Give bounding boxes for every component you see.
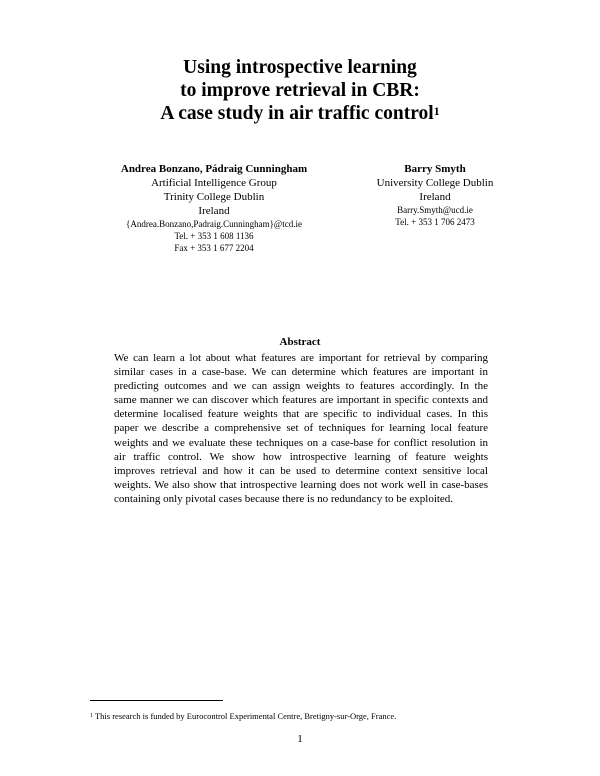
footnote-text: This research is funded by Eurocontrol Experimental Centre, Bretigny-sur-Orge, France. — [94, 711, 397, 721]
author-2-affiliation-line-2: Ireland — [419, 191, 451, 203]
author-1-name: Andrea Bonzano, Pádraig Cunningham — [120, 163, 308, 175]
abstract-line-3: predicting outcomes and we can assign weights to features accordingly. In the — [114, 380, 488, 393]
abstract-line-5: determine localised feature weights that are specific to individual cases. In this — [114, 408, 488, 421]
author-1-affiliation-line-3: Ireland — [198, 205, 230, 217]
title-line-1: Using introspective learning — [183, 57, 417, 78]
author-2-tel: Tel. + 353 1 706 2473 — [395, 217, 475, 227]
title-line-2: to improve retrieval in CBR: — [180, 80, 420, 101]
footnote-divider — [90, 700, 223, 701]
author-2-name: Barry Smyth — [404, 163, 466, 175]
footnote-mark: 1 — [90, 713, 93, 719]
abstract-line-6: paper we describe a comprehensive set of techniques for learning local feature — [114, 422, 488, 435]
author-1-email: {Andrea.Bonzano,Padraig.Cunningham}@tcd.ie — [126, 219, 302, 229]
abstract-heading: Abstract — [279, 336, 321, 348]
abstract-line-7: weights and we evaluate these techniques on a case-base for conflict resolution in — [114, 436, 488, 449]
abstract-line-9: improves retrieval and how it can be used to determine context sensitive local — [114, 464, 488, 477]
paper-title — [0, 56, 600, 125]
author-1-tel: Tel. + 353 1 608 1136 — [174, 231, 254, 241]
author-1-fax: Fax + 353 1 677 2204 — [174, 243, 254, 253]
author-block-1 — [90, 162, 338, 254]
author-1-affiliation-line-2: Trinity College Dublin — [163, 191, 265, 203]
page-number: 1 — [297, 733, 303, 745]
footnote — [90, 711, 396, 722]
author-2-email: Barry.Smyth@ucd.ie — [397, 205, 473, 215]
title-line-3-text: A case study in air traffic control — [160, 103, 434, 124]
title-line-3 — [0, 102, 600, 125]
author-1-affiliation-line-1: Artificial Intelligence Group — [151, 177, 277, 189]
abstract-body — [114, 351, 488, 506]
abstract-line-1: We can learn a lot about what features are important for retrieval by comparing — [114, 352, 488, 364]
abstract-line-2: similar cases in a case-base. We can determine which features are important in — [114, 366, 488, 379]
abstract-line-8: air traffic control. We show how introspective learning of feature weights — [114, 450, 488, 463]
abstract-line-4: same manner we can discover which features are important in specific contexts and — [114, 394, 488, 407]
author-block-2 — [350, 162, 520, 228]
author-2-affiliation-line-1: University College Dublin — [376, 177, 494, 189]
abstract-line-10: weights. We also show that introspective learning does not work well in case-bases — [114, 478, 488, 491]
title-footnote-mark: 1 — [433, 104, 440, 118]
abstract-line-11: containing only pivotal cases because there is no redundancy to be exploited. — [114, 492, 454, 505]
